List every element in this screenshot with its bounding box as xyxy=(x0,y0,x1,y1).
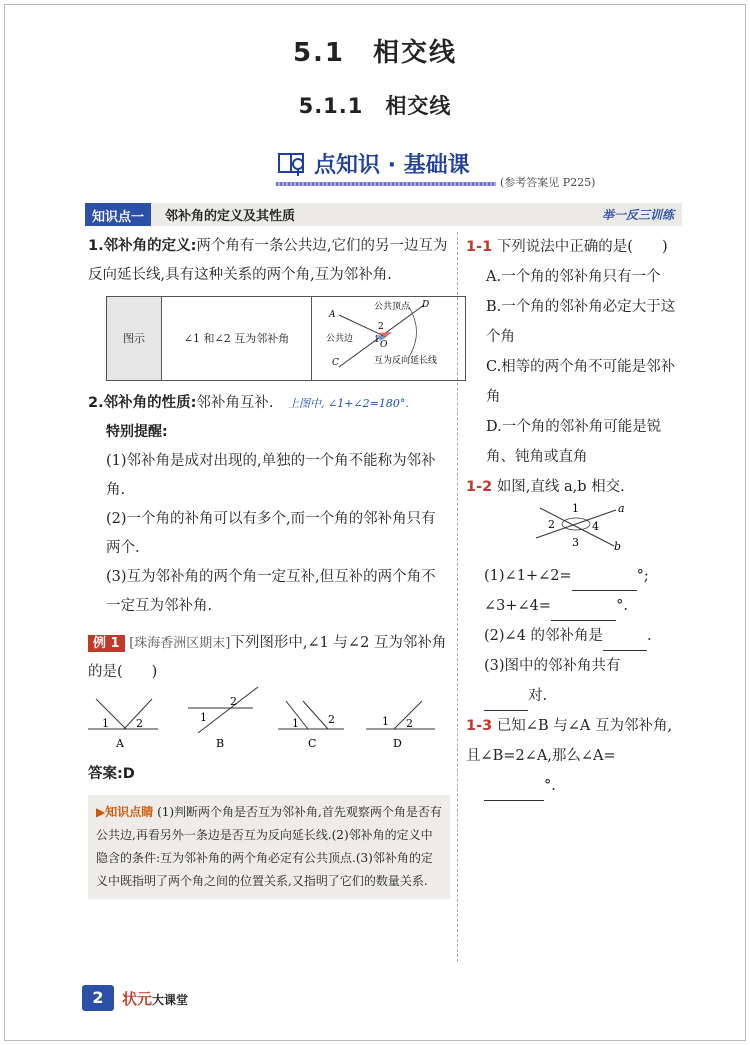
brand-name: 状元 xyxy=(122,990,153,1008)
table-figure xyxy=(312,297,466,381)
choice-c: C.相等的两个角不可能是邻补角 xyxy=(486,359,676,405)
label-2: 2 xyxy=(548,518,555,531)
answer-reference: (参考答案见 P225) xyxy=(500,176,596,189)
property-text: 邻补角互补. xyxy=(196,395,274,411)
answer-blank[interactable] xyxy=(484,693,528,711)
table-desc: ∠1 和∠2 互为邻补角 xyxy=(162,297,312,381)
example-1 xyxy=(88,629,450,687)
part-2-text: (2)∠4 的邻补角是 xyxy=(484,628,604,644)
part-3-text: (3)图中的邻补角共有 xyxy=(484,658,621,674)
svg-text:2: 2 xyxy=(230,695,237,708)
example-answer: 答案:D xyxy=(88,766,135,782)
svg-text:1: 1 xyxy=(200,711,207,724)
degree-sign: °. xyxy=(544,778,556,794)
label-1: 1 xyxy=(373,335,380,345)
question-1-2 xyxy=(466,472,682,502)
intersecting-lines-figure xyxy=(466,502,682,550)
banner xyxy=(278,148,470,179)
question-number: 1-3 xyxy=(466,718,493,734)
svg-text:2: 2 xyxy=(406,717,413,730)
option-c: C xyxy=(308,737,317,749)
knowledge-point-title: 邻补角的定义及其性质 xyxy=(165,209,296,224)
label-o: O xyxy=(379,340,387,350)
label-ext: 互为反向延长线 xyxy=(373,356,437,366)
handwritten-note: 上图中, ∠1+∠2=180°. xyxy=(288,397,409,410)
tip-label: ▶知识点睛 xyxy=(96,805,154,819)
label-vertex: 公共顶点 xyxy=(373,302,410,312)
question-number: 1-1 xyxy=(466,239,493,255)
right-column xyxy=(466,232,682,801)
example-tag: 例 1 xyxy=(88,635,125,652)
svg-text:1: 1 xyxy=(102,717,109,730)
diagram-table xyxy=(106,296,466,381)
choice-b: B.一个角的邻补角必定大于这个角 xyxy=(486,299,676,345)
label-d: D xyxy=(421,300,429,310)
table-head: 图示 xyxy=(107,297,162,381)
reminder-item: (2)一个角的补角可以有多个,而一个角的邻补角只有两个. xyxy=(106,511,436,556)
question-text: 如图,直线 a,b 相交. xyxy=(496,479,625,495)
figure-d xyxy=(366,701,435,749)
svg-text:2: 2 xyxy=(328,713,335,726)
question-number: 1-2 xyxy=(466,479,493,495)
question-text: 下列说法中正确的是( ) xyxy=(496,239,668,255)
example-source: [珠海香洲区期末] xyxy=(129,636,231,651)
banner-underline xyxy=(276,182,496,186)
option-a: A xyxy=(116,737,124,749)
example-figures xyxy=(88,687,448,749)
choice-d: D.一个角的邻补角可能是锐角、钝角或直角 xyxy=(486,419,662,465)
banner-text: 点知识 · 基础课 xyxy=(314,153,470,178)
brand-logo xyxy=(122,988,188,1009)
label-3: 3 xyxy=(572,536,579,549)
book-magnifier-icon xyxy=(278,151,308,177)
knowledge-point-tag: 知识点一 xyxy=(85,203,151,226)
adjacent-angle-figure xyxy=(314,297,464,369)
label-c: C xyxy=(331,358,339,368)
figure-a xyxy=(88,699,158,749)
example-text: 下列图形中,∠1 与∠2 互为邻补角的是( ) xyxy=(88,635,447,680)
knowledge-tip xyxy=(88,795,450,899)
definition-text: 两个角有一条公共边,它们的另一边互为反向延长线,具有这种关系的两个角,互为邻补角. xyxy=(88,238,448,283)
degree-sign: °. xyxy=(616,598,628,614)
svg-text:1: 1 xyxy=(382,715,389,728)
degree-sign: °; xyxy=(636,568,649,584)
part-1-text: (1)∠1+∠2= xyxy=(484,568,572,584)
special-reminder: 特别提醒: xyxy=(106,424,168,440)
reminder-item: (3)互为邻补角的两个角一定互补,但互补的两个角不一定互为邻补角. xyxy=(106,569,436,614)
figure-c xyxy=(278,701,344,749)
label-4: 4 xyxy=(592,520,599,533)
figure-b xyxy=(188,687,258,749)
practice-label: 举一反三训练 xyxy=(601,208,674,222)
question-text: 已知∠B 与∠A 互为邻补角,且∠B=2∠A,那么∠A= xyxy=(466,718,673,764)
brand-sub: 大课堂 xyxy=(152,993,189,1007)
choice-a: A.一个角的邻补角只有一个 xyxy=(486,269,661,285)
option-d: D xyxy=(393,737,402,749)
label-2: 2 xyxy=(377,322,384,332)
period: . xyxy=(647,628,652,644)
label-side: 公共边 xyxy=(325,334,353,344)
section-title: 5.1.1 相交线 xyxy=(298,94,452,118)
chapter-title: 5.1 相交线 xyxy=(292,38,458,68)
page-number: 2 xyxy=(82,985,114,1011)
reminder-item: (1)邻补角是成对出现的,单独的一个角不能称为邻补角. xyxy=(106,453,436,498)
label-1: 1 xyxy=(572,502,579,515)
answer-blank[interactable] xyxy=(484,783,544,801)
question-1-3 xyxy=(466,711,682,771)
label-b: b xyxy=(614,540,622,550)
property-label: 2.邻补角的性质: xyxy=(88,395,197,411)
svg-text:2: 2 xyxy=(136,717,143,730)
question-1-1 xyxy=(466,232,682,262)
knowledge-point-header xyxy=(85,203,682,226)
left-column xyxy=(88,232,450,899)
answer-blank[interactable] xyxy=(572,573,637,591)
property xyxy=(88,389,450,418)
part-3-end: 对. xyxy=(528,688,548,704)
tip-text: (1)判断两个角是否互为邻补角,首先观察两个角是否有公共边,再看另外一条边是否互为反向延长线.(2)邻补角的定义中隐含的条件:互为邻补角的两个角必定有公共顶点.(3)邻补角的定义中既指明了两个角之间的位置关系,又指明了它们的数量关系. xyxy=(96,805,442,888)
answer-blank[interactable] xyxy=(603,633,647,651)
label-a: a xyxy=(618,502,625,515)
label-a: A xyxy=(328,310,335,320)
part-1-text-2: ∠3+∠4= xyxy=(484,598,552,614)
definition-label: 1.邻补角的定义: xyxy=(88,238,197,254)
answer-blank[interactable] xyxy=(551,603,616,621)
definition xyxy=(88,232,450,290)
option-b: B xyxy=(216,737,225,749)
svg-text:1: 1 xyxy=(292,717,299,730)
